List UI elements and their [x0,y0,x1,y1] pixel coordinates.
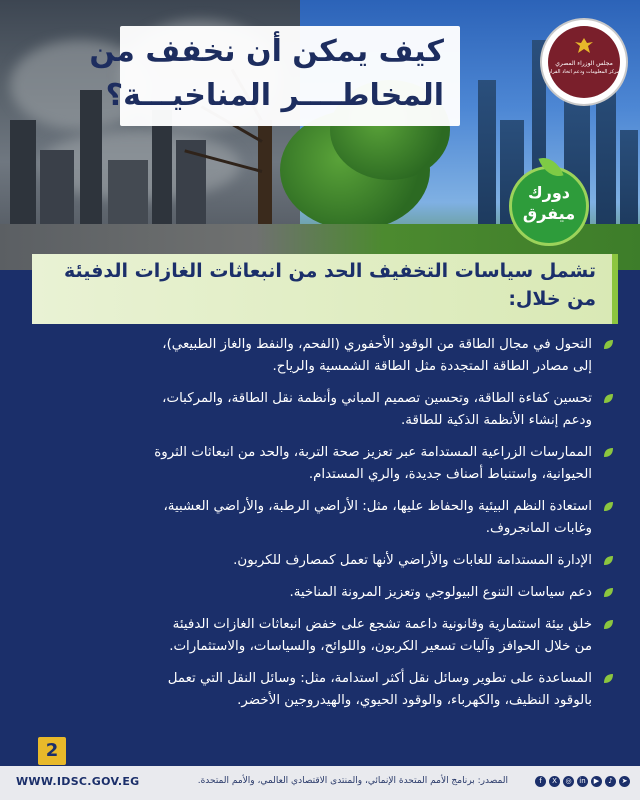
logo-text-2: مركز المعلومات ودعم اتخاذ القرار [548,69,620,75]
list-item-text: التحول في مجال الطاقة من الوقود الأحفوري (الفحم، والنفط والغاز الطبيعي)، [162,337,592,352]
list-item-text: تحسين كفاءة الطاقة، وتحسين تصميم المباني وأنظمة نقل الطاقة، والمركبات، [162,391,592,406]
campaign-badge [509,166,589,246]
list-item-text: وغابات المانجروف. [485,521,592,536]
list-item [24,668,614,712]
leaf-bullet-icon [603,447,614,458]
leaf-bullet-icon [603,673,614,684]
title-line-2: المخاطــــر المناخيـــة؟ [105,78,444,113]
list-item [24,582,614,604]
list-item-text: خلق بيئة استثمارية وقانونية داعمة تشجع على خفض انبعاثات الغازات الدفيئة [172,617,592,632]
leaf-bullet-icon [603,339,614,350]
badge-text-2: ميفرق [522,204,576,223]
list-item [24,550,614,572]
linkedin-icon[interactable]: in [577,776,588,787]
tiktok-icon[interactable]: ♪ [605,776,616,787]
leaf-bullet-icon [603,501,614,512]
list-item-text: استعادة النظم البيئية والحفاظ عليها، مثل: الأراضي الرطبة، والأراضي العشبية، [163,499,592,514]
leaf-bullet-icon [603,555,614,566]
facebook-icon[interactable]: f [535,776,546,787]
leaf-bullet-icon [603,393,614,404]
measures-list [24,334,614,712]
intro-banner [0,246,640,328]
badge-text-1: دورك [527,183,571,202]
list-item [24,614,614,658]
list-item-text: الإدارة المستدامة للغابات والأراضي لأنها تعمل كمصارف للكربون. [233,553,592,568]
leaf-bullet-icon [603,587,614,598]
list-item [24,334,614,378]
list-item-text: إلى مصادر الطاقة المتجددة مثل الطاقة الشمسية والرياح. [272,359,592,374]
intro-line-1: تشمل سياسات التخفيف الحد من انبعاثات الغازات الدفيئة [63,260,596,282]
social-icons [535,776,630,787]
hero-image [0,0,640,270]
list-item [24,496,614,540]
leaf-bullet-icon [603,619,614,630]
list-item-text: ودعم إنشاء الأنظمة الذكية للطاقة. [401,413,592,428]
instagram-icon[interactable]: ◎ [563,776,574,787]
list-item [24,442,614,486]
list-item-text: دعم سياسات التنوع البيولوجي وتعزيز المرونة المناخية. [289,585,592,600]
source-note: المصدر: برنامج الأمم المتحدة الإنمائي، والمنتدى الاقتصادي العالمي، والأمم المتحدة. [197,776,508,786]
list-item-text: من خلال الحوافز وآليات تسعير الكربون، واللوائح، والسياسات، والاستثمارات. [169,639,592,654]
title-line-1: كيف يمكن أن نخفف من [89,34,444,69]
eagle-icon [573,36,595,56]
list-item-text: الحيوانية، واستنباط أصناف جديدة، والري المستدام. [308,467,592,482]
list-item-text: المساعدة على تطوير وسائل نقل أكثر استدامة، مثل: وسائل النقل التي تعمل [167,671,592,686]
list-item-text: بالوقود النظيف، والكهرباء، والوقود الحيوي، والهيدروجين الأخضر. [237,693,592,708]
website-link[interactable]: WWW.IDSC.GOV.EG [16,775,140,788]
youtube-icon[interactable]: ▶ [591,776,602,787]
list-item-text: الممارسات الزراعية المستدامة عبر تعزيز صحة التربة، والحد من انبعاثات الثروة [154,445,592,460]
intro-line-2: من خلال: [508,288,596,310]
telegram-icon[interactable]: ➤ [619,776,630,787]
footer [0,766,640,800]
list-item [24,388,614,432]
logo-text-1: مجلس الوزراء المصري [555,60,613,67]
idsc-logo [540,18,628,106]
x-icon[interactable]: X [549,776,560,787]
page-number: 2 [38,737,66,765]
title-box [89,26,460,126]
